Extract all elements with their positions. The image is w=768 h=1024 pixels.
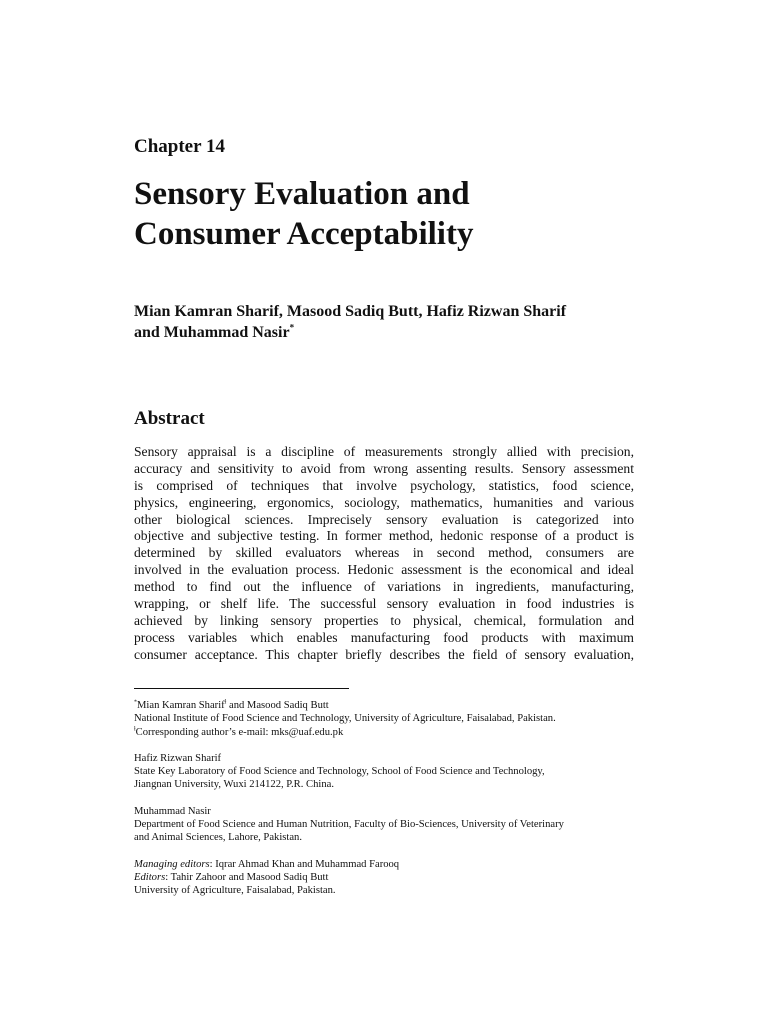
publisher-institution: University of Agriculture, Faisalabad, Pakistan. [134, 885, 336, 897]
author-line-text: and Muhammad Nasir [134, 324, 290, 341]
abstract-line: physics, engineering, ergonomics, sociology, mathematics, humanities and various [134, 494, 634, 510]
footnote-affiliation: Jiangnan University, Wuxi 214122, P.R. China. [134, 779, 334, 791]
abstract-line: wrapping, or shelf life. The successful sensory evaluation in food industries is [134, 596, 634, 612]
managing-editors [134, 858, 654, 871]
footnote-affiliation: National Institute of Food Science and Technology, University of Agriculture, Faisalabad, Pakistan. [134, 713, 556, 725]
managing-editors-names: : Iqrar Ahmad Khan and Muhammad Farooq [209, 858, 400, 870]
footnote-author-name: Muhammad Nasir [134, 805, 211, 817]
title-line: Consumer Acceptability [134, 216, 474, 252]
abstract-line: objective and subjective testing. In former method, hedonic response of a product is [134, 528, 634, 544]
abstract-line: method to find out the influence of variations in ingredients, manufacturing, [134, 579, 634, 595]
chapter-label: Chapter 14 [134, 136, 225, 157]
footnote-affiliation: Department of Food Science and Human Nutrition, Faculty of Bio-Sciences, University of Veterinary [134, 819, 564, 831]
abstract-line: Sensory appraisal is a discipline of measurements strongly allied with precision, [134, 444, 634, 459]
abstract-heading: Abstract [134, 408, 205, 429]
chapter-title [134, 174, 654, 254]
abstract-line: determined by skilled evaluators whereas in second method, consumers are [134, 545, 634, 561]
abstract-line: achieved by linking sensory properties to physical, chemical, formulation and [134, 612, 634, 628]
footnote-corresponding [134, 726, 654, 739]
abstract-line: is comprised of techniques that involve psychology, statistics, food science, [134, 477, 634, 493]
author-list [134, 301, 654, 343]
abstract-line: involved in the evaluation process. Hedonic assessment is the economical and ideal [134, 562, 634, 578]
editors-label: Editors [134, 871, 166, 883]
footnote-affiliation: State Key Laboratory of Food Science and Technology, School of Food Science and Technology, [134, 766, 545, 778]
title-line: Sensory Evaluation and [134, 176, 470, 212]
corresponding-email: Corresponding author’s e-mail: mks@uaf.edu.pk [135, 726, 344, 738]
editors-names: : Tahir Zahoor and Masood Sadiq Butt [165, 871, 329, 883]
footnote-affiliation: and Animal Sciences, Lahore, Pakistan. [134, 832, 302, 844]
author-line: Mian Kamran Sharif, Masood Sadiq Butt, Hafiz Rizwan Sharif [134, 303, 567, 320]
footnote-divider [134, 688, 349, 689]
abstract-body [134, 444, 634, 664]
footnote-authors [134, 699, 654, 712]
author-line [134, 322, 654, 343]
corresponding-mark: * [289, 322, 295, 333]
abstract-line: process variables which enables manufacturing food products with maximum [134, 629, 634, 645]
abstract-line: accuracy and sensitivity to avoid from wrong assenting results. Sensory assessment [134, 460, 634, 476]
abstract-line: other biological sciences. Imprecisely sensory evaluation is categorized into [134, 511, 634, 527]
footnote-author-name: Mian Kamran Sharif [137, 700, 225, 711]
footnote-mark: ł [134, 726, 136, 733]
footnote-author-name: Hafiz Rizwan Sharif [134, 752, 222, 764]
managing-editors-label: Managing editors [134, 858, 210, 870]
abstract-line: consumer acceptance. This chapter briefly describes the field of sensory evaluation, [134, 646, 634, 662]
footnote-mark: ł [224, 699, 227, 706]
footnote-author-rest: and Masood Sadiq Butt [226, 700, 329, 711]
footnotes [134, 699, 654, 898]
footnote-mark: * [134, 699, 137, 706]
editors [134, 871, 654, 884]
